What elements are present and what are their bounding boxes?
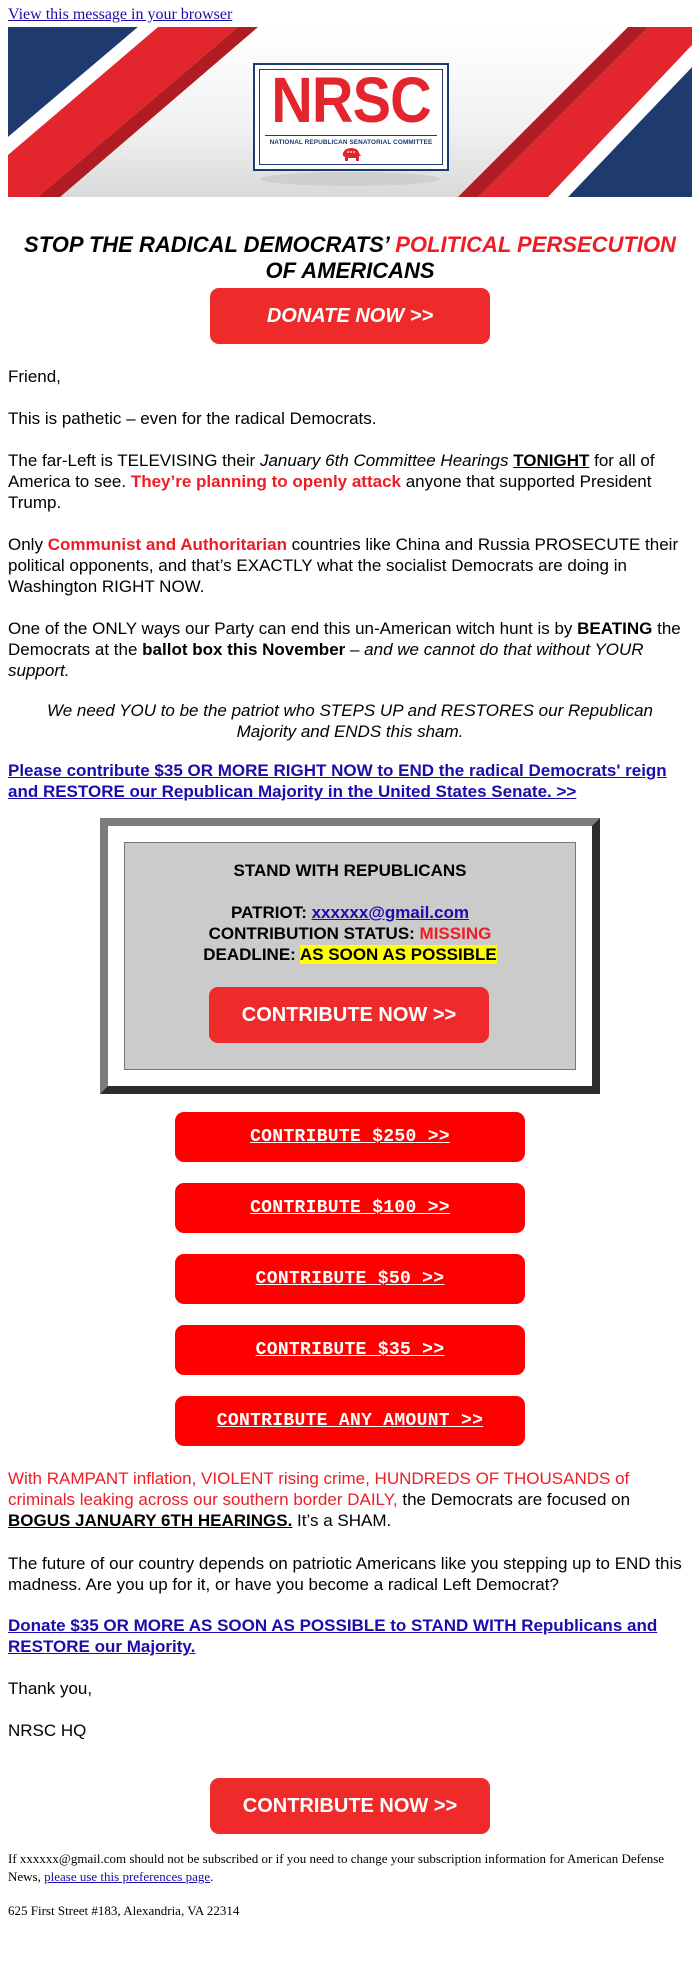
card-inner <box>124 842 576 1070</box>
p4-text-c: the Democrats at the <box>8 619 681 659</box>
paragraph-1: This is pathetic – even for the radical Democrats. <box>8 409 377 428</box>
final-contribute-now-button[interactable]: CONTRIBUTE NOW >> <box>210 1778 490 1834</box>
p3-communist: Communist and Authoritarian <box>47 535 287 554</box>
card-title: STAND WITH REPUBLICANS <box>233 861 467 880</box>
status-label: CONTRIBUTION STATUS: <box>208 924 420 943</box>
status-value: MISSING <box>419 924 492 943</box>
p2-hearings: January 6th Committee Hearings <box>259 451 509 470</box>
p2-text-e: for all of America to see. <box>8 451 655 491</box>
view-in-browser-link[interactable]: View this message in your browser <box>8 6 233 23</box>
paragraph-5: We need YOU to be the patriot who STEPS UP and RESTORES our Republican Majority and ENDS this sham. <box>46 701 654 741</box>
p2-text-a: The far-Left is TELEVISING their <box>8 451 260 470</box>
headline-part3: OF AMERICANS <box>265 258 435 283</box>
paragraph-6 <box>8 1468 692 1531</box>
deadline-label: DEADLINE: <box>203 945 300 964</box>
footer-subscription <box>8 1850 692 1886</box>
stand-with-republicans-card <box>100 818 600 1094</box>
patriot-email[interactable]: xxxxxx@gmail.com <box>311 903 469 922</box>
contribute-100-button[interactable]: CONTRIBUTE $100 >> <box>175 1183 525 1233</box>
footer-address: 625 First Street #183, Alexandria, VA 22314 <box>8 1903 240 1918</box>
paragraph-2 <box>8 450 692 513</box>
patriot-label: PATRIOT: <box>231 903 312 922</box>
contribute-250-button[interactable]: CONTRIBUTE $250 >> <box>175 1112 525 1162</box>
nrsc-logo <box>253 63 449 171</box>
paragraph-7: The future of our country depends on patriotic Americans like you stepping up to END this madness. Are you up for it, or have you become a radical Left Democrat? <box>8 1554 682 1594</box>
p3-text-c: countries like China and Russia PROSECUTE their political opponents, and that’s EXACTLY what the socialist Democrats are doing in Washington RIGHT NOW. <box>8 535 679 596</box>
headline <box>8 232 692 284</box>
p2-text-g: anyone that supported President Trump. <box>8 472 652 512</box>
footer-period: . <box>210 1869 214 1884</box>
status-row <box>125 924 575 944</box>
p4-text-e: – <box>345 640 365 659</box>
p4-text-a: One of the ONLY ways our Party can end this un-American witch hunt is by <box>8 619 578 638</box>
p6-text-b: the Democrats are focused on <box>397 1490 631 1509</box>
footer-text: If xxxxxx@gmail.com should not be subscribed or if you need to change your subscription information for American Defense News, <box>8 1851 665 1884</box>
donate-35-link[interactable]: Donate $35 OR MORE AS SOON AS POSSIBLE to STAND WITH Republicans and RESTORE our Majority. <box>8 1616 658 1656</box>
card-contribute-now-button[interactable]: CONTRIBUTE NOW >> <box>209 987 489 1043</box>
p6-red-text: With RAMPANT inflation, VIOLENT rising crime, HUNDREDS OF THOUSANDS of criminals leaking across our southern border DAILY, <box>8 1469 630 1509</box>
contribute-35-button[interactable]: CONTRIBUTE $35 >> <box>175 1325 525 1375</box>
p2-attack: They’re planning to openly attack <box>130 472 401 491</box>
contribute-any-amount-button[interactable]: CONTRIBUTE ANY AMOUNT >> <box>175 1396 525 1446</box>
preferences-link[interactable]: please use this preferences page <box>44 1869 211 1884</box>
logo-letters: NRSC <box>271 64 431 136</box>
thanks: Thank you, <box>8 1679 93 1698</box>
p2-tonight: TONIGHT <box>513 451 590 470</box>
p4-ballot-box: ballot box this November <box>142 640 346 659</box>
deadline-row <box>125 945 575 965</box>
p6-bogus: BOGUS JANUARY 6TH HEARINGS. <box>8 1511 293 1530</box>
headline-part1: STOP THE RADICAL DEMOCRATS’ <box>24 232 396 257</box>
logo-subtitle: NATIONAL REPUBLICAN SENATORIAL COMMITTEE <box>269 139 433 146</box>
donate-now-button[interactable]: DONATE NOW >> <box>210 288 490 344</box>
p4-support: and we cannot do that without YOUR support. <box>8 640 644 680</box>
contribute-35-link[interactable]: Please contribute $35 OR MORE RIGHT NOW to END the radical Democrats' reign and RESTORE our Republican Majority in the United States Senate. >> <box>8 761 667 801</box>
p3-text-a: Only <box>8 535 48 554</box>
signature: NRSC HQ <box>8 1721 87 1740</box>
p4-beating: BEATING <box>577 619 653 638</box>
elephant-icon <box>255 147 447 168</box>
paragraph-4 <box>8 618 692 681</box>
headline-highlight: POLITICAL PERSECUTION <box>395 232 676 257</box>
greeting: Friend, <box>8 367 61 386</box>
p6-text-d: It’s a SHAM. <box>292 1511 392 1530</box>
paragraph-3 <box>8 534 692 597</box>
patriot-row <box>125 903 575 923</box>
contribute-50-button[interactable]: CONTRIBUTE $50 >> <box>175 1254 525 1304</box>
header-banner <box>8 27 692 197</box>
deadline-value: AS SOON AS POSSIBLE <box>299 945 497 964</box>
